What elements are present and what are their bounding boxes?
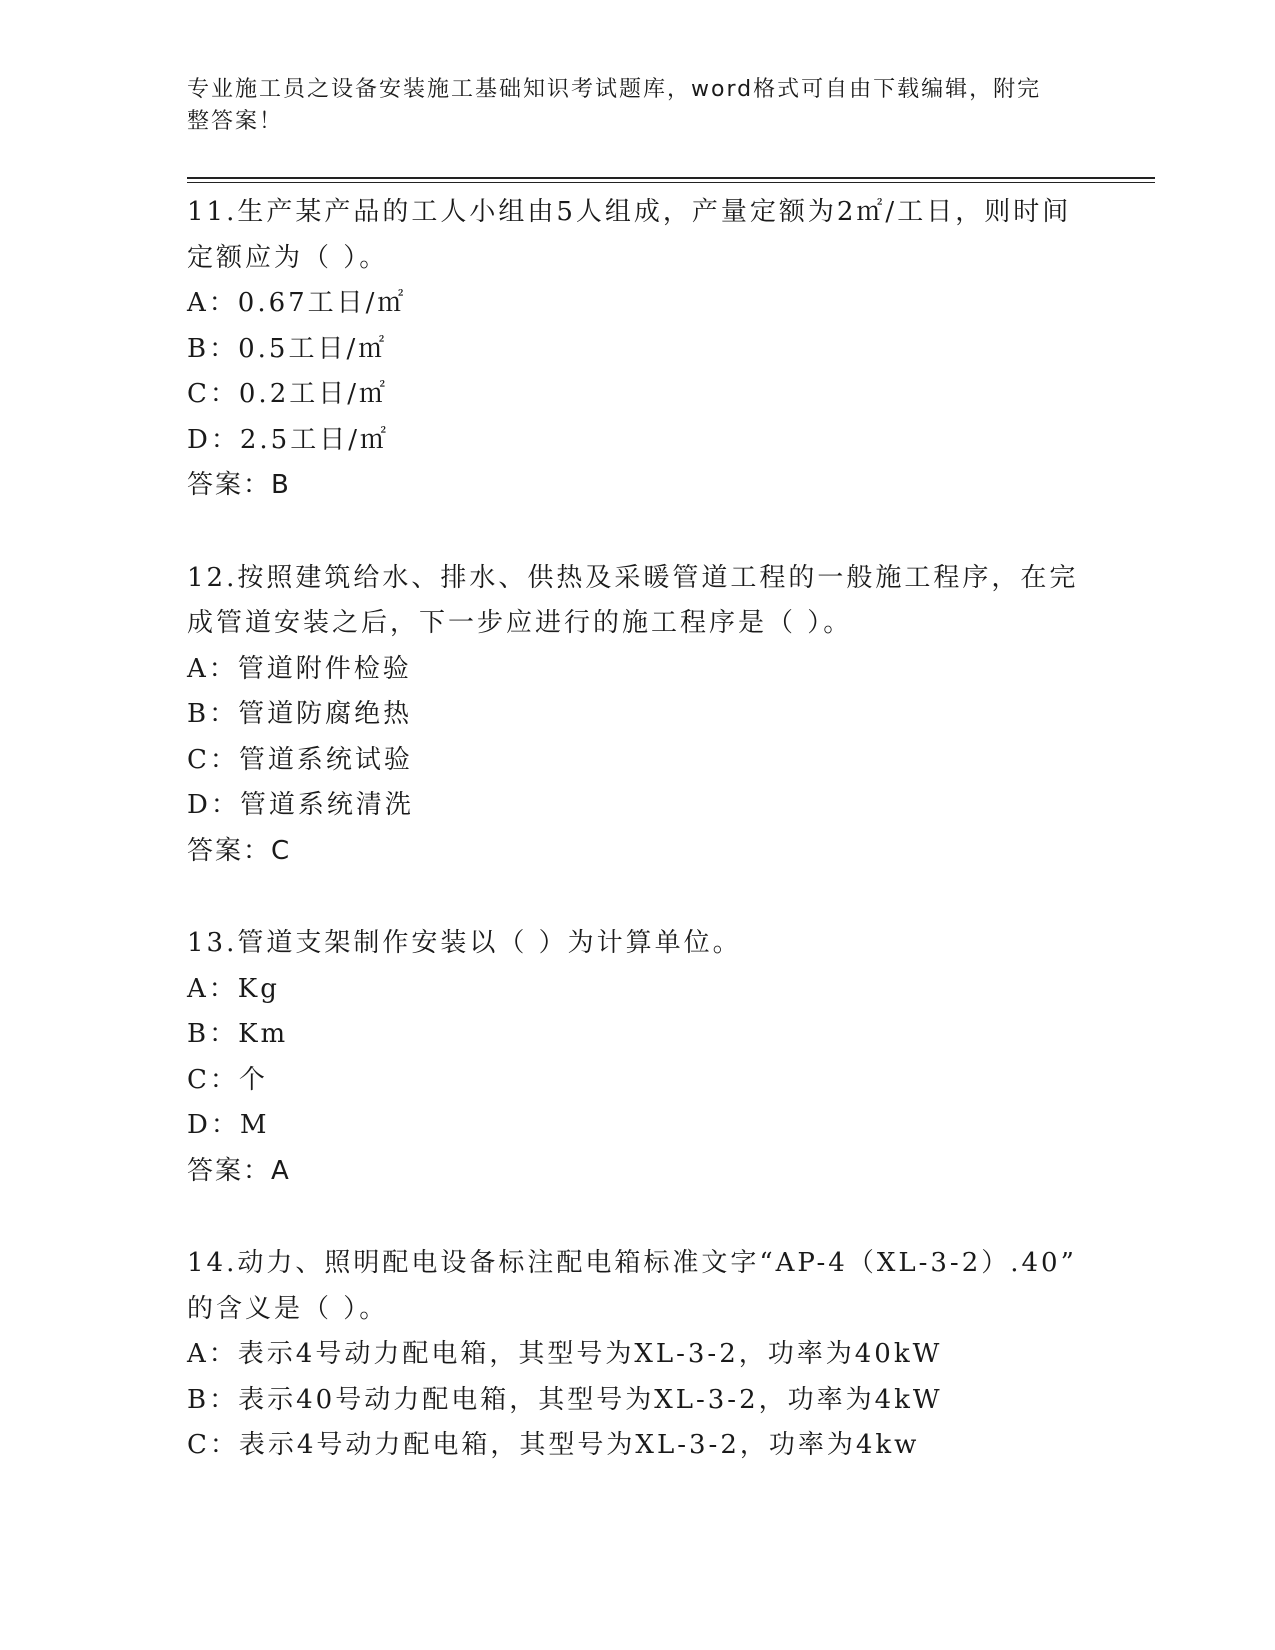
question-stem: 12.按照建筑给水、排水、供热及采暖管道工程的一般施工程序，在完	[187, 562, 1079, 593]
header-line-1: 专业施工员之设备安装施工基础知识考试题库，word格式可自由下载编辑，附完	[187, 77, 1042, 102]
option-b: B：Km	[187, 1019, 289, 1049]
question-stem: 11.生产某产品的工人小组由5人组成，产量定额为2㎡/工日，则时间	[187, 197, 1072, 227]
option-b: B：表示40号动力配电箱，其型号为XL-3-2，功率为4kW	[187, 1384, 943, 1415]
option-d: D：M	[187, 1110, 270, 1140]
question-14	[187, 1241, 1107, 1469]
option-c: C：管道系统试验	[187, 744, 413, 775]
option-a: A：表示4号动力配电箱，其型号为XL-3-2，功率为40kW	[187, 1339, 943, 1369]
question-12	[187, 556, 1107, 875]
question-list	[187, 190, 1107, 1516]
answer-line: 答案：A	[187, 1155, 291, 1186]
question-stem: 的含义是（ ）。	[187, 1293, 389, 1324]
question-stem: 成管道安装之后，下一步应进行的施工程序是（ ）。	[187, 608, 853, 638]
option-d: D：管道系统清洗	[187, 790, 414, 820]
question-stem: 14.动力、照明配电设备标注配电箱标准文字“AP-4（XL-3-2）.40”	[187, 1248, 1077, 1278]
question-11	[187, 190, 1107, 509]
header-rule-thick	[187, 177, 1155, 179]
option-c: C：表示4号动力配电箱，其型号为XL-3-2，功率为4kw	[187, 1430, 920, 1460]
question-stem: 定额应为（ ）。	[187, 242, 389, 273]
option-b: B：管道防腐绝热	[187, 699, 413, 729]
option-c: C：个	[187, 1064, 268, 1095]
question-13	[187, 921, 1107, 1194]
header-line-2: 整答案！	[187, 109, 284, 134]
option-b: B：0.5工日/㎡	[187, 333, 388, 364]
option-a: A：0.67工日/㎡	[187, 288, 407, 318]
answer-line: 答案：C	[187, 835, 292, 866]
document-header	[187, 74, 1077, 138]
option-d: D：2.5工日/㎡	[187, 424, 389, 455]
option-a: A：管道附件检验	[187, 653, 412, 684]
header-rule-thin	[187, 182, 1155, 183]
answer-line: 答案：B	[187, 470, 291, 500]
option-a: A：Kg	[187, 973, 280, 1004]
option-c: C：0.2工日/㎡	[187, 379, 389, 409]
question-stem: 13.管道支架制作安装以（ ）为计算单位。	[187, 928, 742, 958]
